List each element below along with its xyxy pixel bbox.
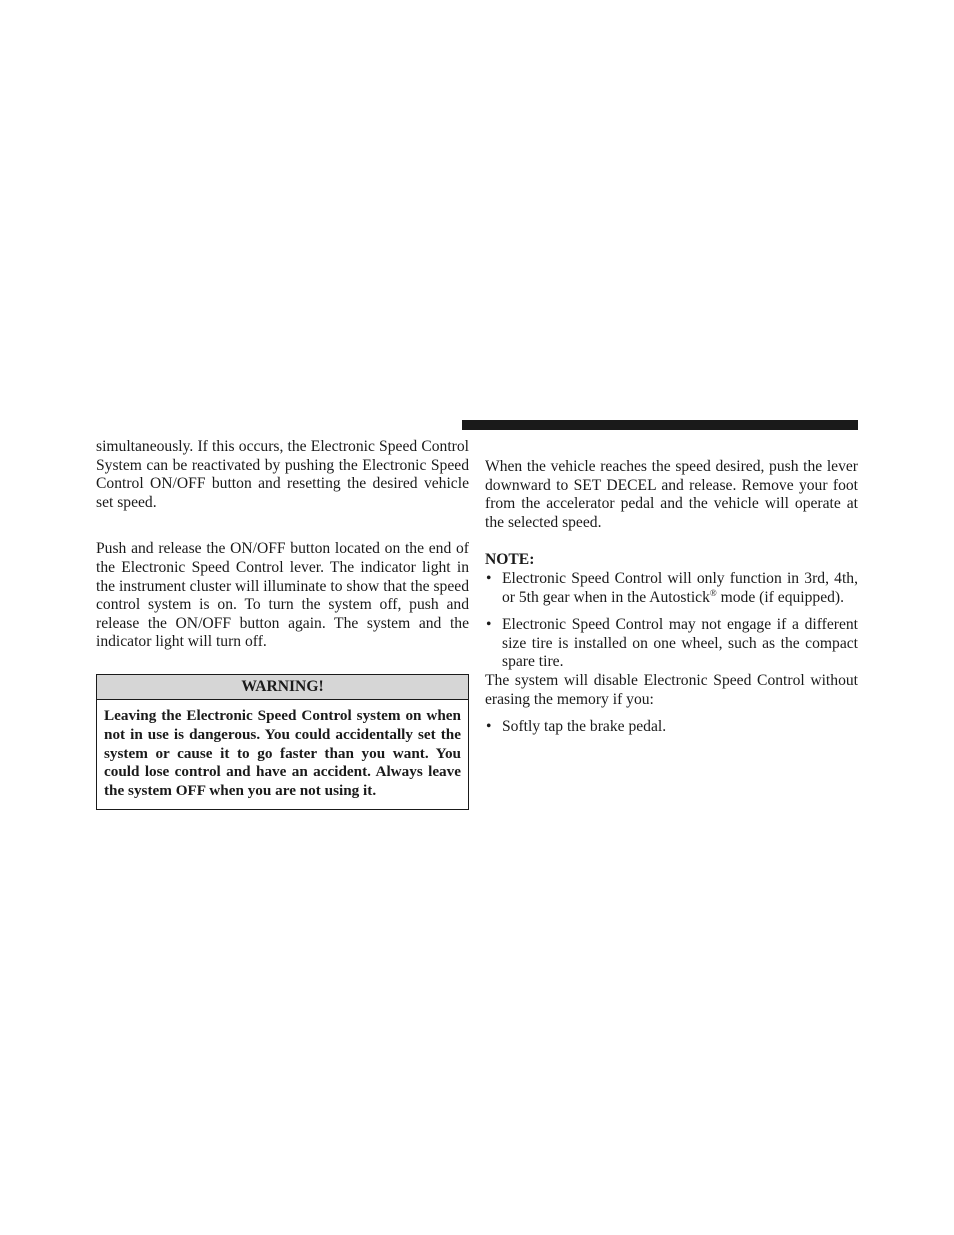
bullet-icon: • [486,569,492,587]
list-item [485,616,858,672]
list-item-text: Electronic Speed Control may not engage if a different size tire is installed on one wheel, such as the compact spare tire. [502,616,858,671]
registered-mark: ® [709,587,717,598]
body-paragraph: Push and release the ON/OFF button located on the end of the Electronic Speed Control lever. The indicator light in the instrument cluster will illuminate to show that the speed control system is on. To turn the system off, push and release the ON/OFF button again. The system and the indicator light will turn off. [96,540,469,651]
list-item-text: Electronic Speed Control will only function in 3rd, 4th, or 5th gear when in the Autostick [502,569,858,606]
list-item-text: mode (if equipped). [716,588,845,606]
bullet-icon: • [486,616,492,634]
condition-list [485,718,858,737]
warning-title: WARNING! [97,675,468,700]
body-paragraph: simultaneously. If this occurs, the Electronic Speed Control System can be reactivated by pushing the Electronic Speed Control ON/OFF button and resetting the desired vehicle set speed. [96,438,469,511]
note-label: NOTE: [485,551,535,569]
note-list [485,570,858,672]
section-header-bar [462,420,858,430]
warning-text: Leaving the Electronic Speed Control system on when not in use is dangerous. You could accidentally set the system or cause it to go faster than you want. You could lose control and have an accident. Always leave the system OFF when you are not using it. [104,706,461,800]
warning-box [96,674,469,810]
list-item [485,570,858,607]
list-item-text: Softly tap the brake pedal. [502,718,667,736]
body-paragraph: When the vehicle reaches the speed desired, push the lever downward to SET DECEL and release. Remove your foot from the accelerator pedal and the vehicle will operate at the selected speed. [485,458,858,531]
right-column [485,458,858,737]
list-item [485,718,858,737]
left-column [96,438,469,810]
body-paragraph: The system will disable Electronic Speed Control without erasing the memory if you: [485,671,858,708]
bullet-icon: • [486,718,492,736]
